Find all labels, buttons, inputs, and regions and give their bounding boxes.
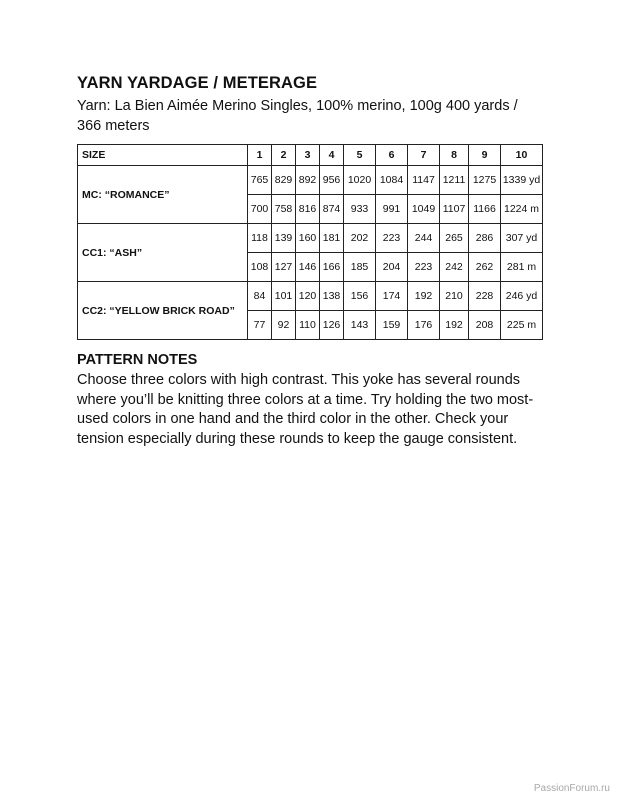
table-cell: 146 (296, 253, 320, 282)
table-cell: 262 (469, 253, 501, 282)
document-page (77, 72, 543, 449)
table-cell: 192 (408, 282, 440, 311)
table-cell: 1211 (440, 166, 469, 195)
table-header-row (78, 145, 543, 166)
color-label: CC2: “YELLOW BRICK ROAD” (78, 282, 248, 340)
table-cell: 1084 (376, 166, 408, 195)
size-col-header: 8 (440, 145, 469, 166)
color-label: MC: “ROMANCE” (78, 166, 248, 224)
size-col-header: 3 (296, 145, 320, 166)
table-cell: 1166 (469, 195, 501, 224)
table-cell: 185 (344, 253, 376, 282)
table-cell: 265 (440, 224, 469, 253)
table-cell: 204 (376, 253, 408, 282)
table-cell: 956 (320, 166, 344, 195)
table-cell: 1147 (408, 166, 440, 195)
table-cell: 307 yd (501, 224, 543, 253)
table-cell: 228 (469, 282, 501, 311)
table-cell: 77 (248, 311, 272, 340)
table-cell: 991 (376, 195, 408, 224)
size-col-header: 10 (501, 145, 543, 166)
size-col-header: 5 (344, 145, 376, 166)
table-cell: 223 (376, 224, 408, 253)
table-cell: 1224 m (501, 195, 543, 224)
table-cell: 143 (344, 311, 376, 340)
table-cell: 166 (320, 253, 344, 282)
table-cell: 765 (248, 166, 272, 195)
pattern-notes-title: PATTERN NOTES (77, 352, 198, 368)
table-cell: 1049 (408, 195, 440, 224)
yarn-description: Yarn: La Bien Aimée Merino Singles, 100% merino, 100g 400 yards / 366 meters (77, 98, 518, 134)
size-col-header: 6 (376, 145, 408, 166)
table-cell: 160 (296, 224, 320, 253)
table-cell: 816 (296, 195, 320, 224)
yardage-table (77, 144, 543, 340)
table-row (78, 224, 543, 253)
table-cell: 92 (272, 311, 296, 340)
table-cell: 223 (408, 253, 440, 282)
table-row (78, 166, 543, 195)
table-cell: 202 (344, 224, 376, 253)
table-cell: 176 (408, 311, 440, 340)
table-cell: 1020 (344, 166, 376, 195)
table-cell: 829 (272, 166, 296, 195)
size-col-header: 7 (408, 145, 440, 166)
table-cell: 156 (344, 282, 376, 311)
table-cell: 210 (440, 282, 469, 311)
size-col-header: 1 (248, 145, 272, 166)
table-cell: 118 (248, 224, 272, 253)
table-cell: 700 (248, 195, 272, 224)
table-cell: 192 (440, 311, 469, 340)
table-cell: 1107 (440, 195, 469, 224)
table-cell: 126 (320, 311, 344, 340)
table-cell: 244 (408, 224, 440, 253)
table-cell: 138 (320, 282, 344, 311)
size-col-header: 2 (272, 145, 296, 166)
watermark: PassionForum.ru (533, 783, 610, 794)
size-col-header: 4 (320, 145, 344, 166)
table-cell: 1339 yd (501, 166, 543, 195)
table-cell: 246 yd (501, 282, 543, 311)
table-cell: 892 (296, 166, 320, 195)
table-cell: 139 (272, 224, 296, 253)
table-cell: 242 (440, 253, 469, 282)
table-cell: 286 (469, 224, 501, 253)
table-cell: 101 (272, 282, 296, 311)
table-cell: 174 (376, 282, 408, 311)
table-cell: 225 m (501, 311, 543, 340)
table-cell: 181 (320, 224, 344, 253)
table-cell: 208 (469, 311, 501, 340)
table-cell: 1275 (469, 166, 501, 195)
table-cell: 120 (296, 282, 320, 311)
table-cell: 127 (272, 253, 296, 282)
table-cell: 108 (248, 253, 272, 282)
table-cell: 758 (272, 195, 296, 224)
table-cell: 110 (296, 311, 320, 340)
size-col-header: 9 (469, 145, 501, 166)
table-cell: 874 (320, 195, 344, 224)
table-cell: 159 (376, 311, 408, 340)
color-label: CC1: “ASH” (78, 224, 248, 282)
table-cell: 281 m (501, 253, 543, 282)
table-cell: 933 (344, 195, 376, 224)
page-title: YARN YARDAGE / METERAGE (77, 74, 318, 92)
table-row (78, 282, 543, 311)
size-header: SIZE (78, 145, 248, 166)
table-cell: 84 (248, 282, 272, 311)
pattern-notes-body: Choose three colors with high contrast. This yoke has several rounds where you’ll be knitting three colors at a time. Try holding the two most-used colors in one hand and the third color in the other. Check your tension especially during these rounds to keep the gauge consistent. (77, 372, 534, 447)
